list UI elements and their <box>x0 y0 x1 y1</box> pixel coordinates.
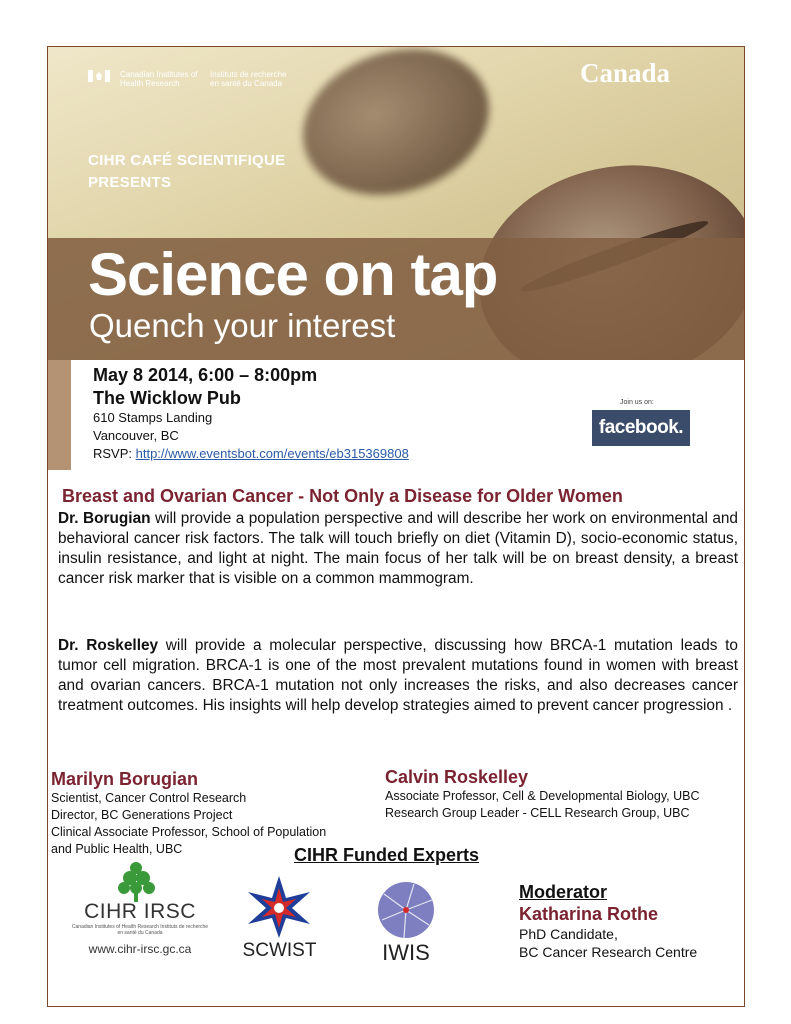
cihr-header-logo <box>88 70 290 88</box>
speaker-title-line: and Public Health, UBC <box>51 842 183 856</box>
speaker-title-line: Research Group Leader - CELL Research Group, UBC <box>385 806 690 820</box>
presents-line-1: CIHR CAFÉ SCIENTIFIQUE <box>88 152 286 169</box>
talk-paragraph-1 <box>58 509 738 589</box>
iwis-logo <box>374 880 438 970</box>
iwis-logo-text: IWIS <box>382 940 430 965</box>
cihr-logo-subtext: Canadian Institutes of Health Research Instituts de recherche en santé du Canada <box>71 924 209 936</box>
speaker-title-line: Clinical Associate Professor, School of Population <box>51 825 327 839</box>
side-strip <box>48 360 71 470</box>
speaker-ref-1: Dr. Borugian <box>58 510 151 527</box>
canada-wordmark: Canada <box>580 58 671 88</box>
coffee-bean-image <box>284 47 508 218</box>
cihr-leaf-icon <box>70 854 210 904</box>
event-venue: The Wicklow Pub <box>93 388 241 408</box>
scwist-logo <box>242 874 317 964</box>
speaker-name: Calvin Roskelley <box>385 767 529 787</box>
address-line-2: Vancouver, BC <box>93 428 179 443</box>
page-subtitle: Quench your interest <box>89 307 396 344</box>
cihr-url: www.cihr-irsc.gc.ca <box>88 942 192 956</box>
paragraph-2-text: will provide a molecular perspective, discussing how BRCA-1 mutation leads to tumor cell migration. BRCA-1 is one of the most prevalent mutations found in women with breast and ovarian cancers. BRCA-1 mutation not only increases the risks, and also decreases cancer treatment outcomes. His insights will help develop strategies aimed to prevent cancer progression . <box>58 637 738 714</box>
talk-title: Breast and Ovarian Cancer - Not Only a Disease for Older Women <box>62 486 623 506</box>
cihr-logo-text: CIHR IRSC <box>84 900 196 923</box>
funded-experts-heading: CIHR Funded Experts <box>294 845 480 865</box>
moderator-line-2: BC Cancer Research Centre <box>519 944 698 960</box>
org-name-fr: Instituts de recherche en santé du Canada <box>210 70 287 88</box>
speaker-title-line: Associate Professor, Cell & Developmental Biology, UBC <box>385 789 700 803</box>
join-us-label: Join us on: <box>620 399 654 406</box>
scwist-logo-text: SCWIST <box>242 940 317 961</box>
globe-icon <box>374 880 438 940</box>
canada-flag-icon <box>88 70 110 82</box>
moderator-line-1: PhD Candidate, <box>519 926 618 942</box>
facebook-button[interactable]: facebook. <box>592 410 690 446</box>
presents-text <box>88 150 285 194</box>
org-name-en: Canadian Institutes of Health Research <box>120 70 198 88</box>
rsvp-line <box>93 445 409 463</box>
speaker-roskelley <box>385 766 700 822</box>
speaker-borugian <box>51 768 326 858</box>
talk-paragraph-2 <box>58 636 738 716</box>
moderator-name: Katharina Rothe <box>519 904 659 924</box>
speaker-name: Marilyn Borugian <box>51 769 199 789</box>
cihr-logo <box>70 854 230 964</box>
rsvp-link[interactable]: http://www.eventsbot.com/events/eb315369808 <box>135 446 409 461</box>
page-title: Science on tap <box>88 241 498 308</box>
speaker-title-line: Director, BC Generations Project <box>51 808 233 822</box>
moderator-label: Moderator <box>519 882 608 902</box>
speaker-title-line: Scientist, Cancer Control Research <box>51 791 247 805</box>
moderator-block <box>519 881 697 961</box>
event-date: May 8 2014, 6:00 – 8:00pm <box>93 365 318 385</box>
star-icon <box>242 874 317 940</box>
speaker-ref-2: Dr. Roskelley <box>58 637 159 654</box>
rsvp-label: RSVP: <box>93 446 136 461</box>
presents-line-2: PRESENTS <box>88 174 172 191</box>
paragraph-1-text: will provide a population perspective and will describe her work on environmental and behavioral cancer risk factors. The talk will touch briefly on diet (Vitamin D), socio-economic status, insulin resistance, and light at night. The main focus of her talk will be on breast density, a breast cancer risk marker that is visible on a common mammogram. <box>58 510 738 587</box>
event-details <box>93 364 409 463</box>
address-line-1: 610 Stamps Landing <box>93 410 213 425</box>
